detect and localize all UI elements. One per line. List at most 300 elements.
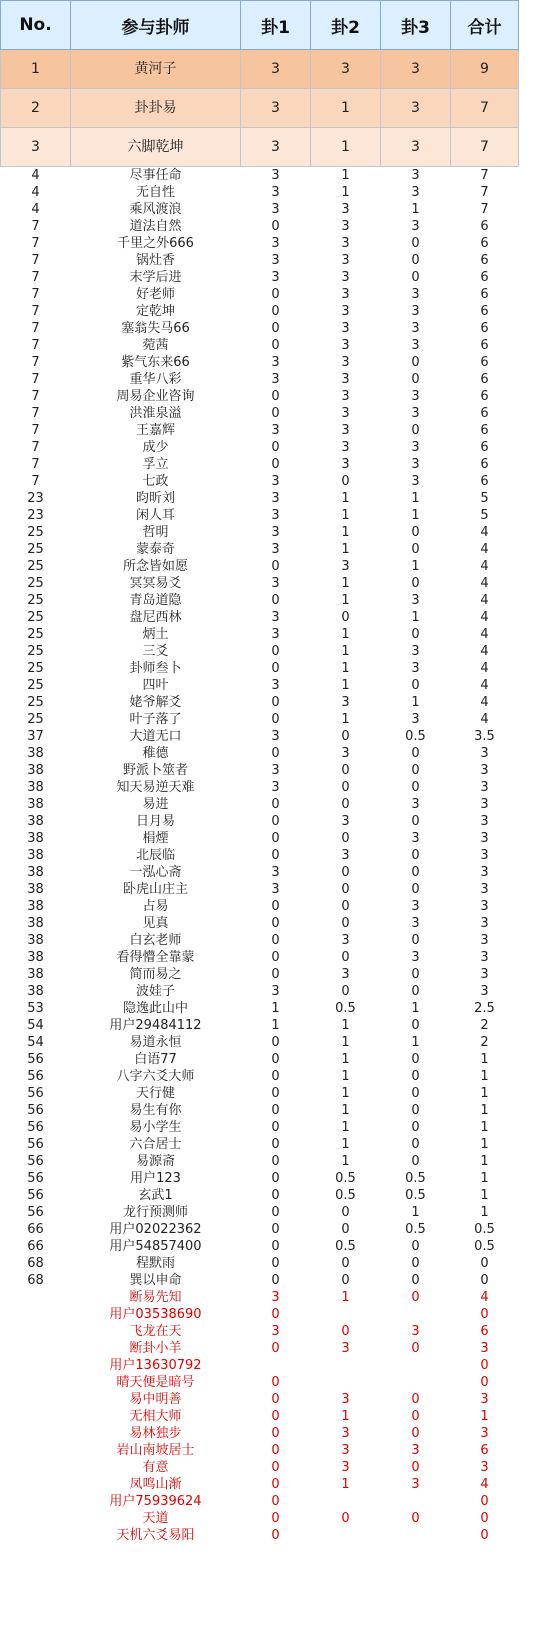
gua2-cell: 1 bbox=[341, 508, 350, 523]
total-cell: 3 bbox=[480, 899, 489, 914]
gua1-cell: 0 bbox=[271, 1103, 280, 1118]
table-row bbox=[1, 422, 519, 439]
gua2-cell: 0 bbox=[341, 763, 350, 778]
gua2-cell: 1 bbox=[341, 1137, 350, 1152]
total-cell: 3 bbox=[480, 814, 489, 829]
gua1-cell: 0 bbox=[271, 559, 280, 574]
name-cell: 盘尼西林 bbox=[129, 610, 182, 625]
rank-cell bbox=[1, 1306, 71, 1323]
name-cell: 简而易之 bbox=[129, 967, 182, 982]
total-cell: 1 bbox=[480, 1154, 489, 1169]
name-cell: 蒙泰奇 bbox=[135, 542, 175, 557]
name-cell: 野派卜筮者 bbox=[122, 763, 188, 778]
gua1-cell: 0 bbox=[271, 967, 280, 982]
gua1-cell: 0 bbox=[271, 1273, 280, 1288]
total-cell: 6 bbox=[480, 253, 489, 268]
rank-cell bbox=[1, 1408, 71, 1425]
total-cell: 6 bbox=[480, 236, 489, 251]
gua1-cell: 3 bbox=[271, 729, 280, 744]
total-cell: 3 bbox=[480, 746, 489, 761]
total-cell: 3 bbox=[480, 882, 489, 897]
gua3-cell: 0 bbox=[411, 355, 420, 370]
gua2-cell: 1 bbox=[341, 168, 350, 183]
name-cell: 闲人耳 bbox=[135, 508, 175, 523]
gua3-cell: 0 bbox=[411, 542, 420, 557]
name-cell: 天机六爻易阳 bbox=[116, 1528, 195, 1543]
name-cell: 稚德 bbox=[142, 746, 169, 761]
gua3-cell: 0 bbox=[411, 372, 420, 387]
gua2-cell: 1 bbox=[341, 1103, 350, 1118]
gua1-cell: 0 bbox=[271, 1239, 280, 1254]
gua3-cell: 0 bbox=[411, 1154, 420, 1169]
name-cell: 卦师叁卜 bbox=[129, 661, 182, 676]
total-cell: 0.5 bbox=[474, 1222, 495, 1237]
name-cell: 易林独步 bbox=[129, 1426, 182, 1441]
rank-cell: 23 bbox=[27, 508, 44, 523]
gua2-cell: 0.5 bbox=[335, 1001, 356, 1016]
rank-cell: 25 bbox=[27, 661, 44, 676]
gua2-cell: 0 bbox=[341, 797, 350, 812]
table-row bbox=[1, 728, 519, 745]
total-cell: 4 bbox=[480, 525, 489, 540]
gua2-cell: 1 bbox=[341, 1035, 350, 1050]
name-cell: 用户03538690 bbox=[109, 1307, 202, 1322]
gua2-cell: 0 bbox=[341, 1273, 350, 1288]
gua3-cell: 1 bbox=[411, 1205, 420, 1220]
table-row bbox=[1, 898, 519, 915]
total-cell: 0 bbox=[480, 1273, 489, 1288]
gua1-cell: 0 bbox=[271, 746, 280, 761]
gua3-cell: 3 bbox=[381, 128, 451, 167]
table-row bbox=[1, 286, 519, 303]
table-row bbox=[1, 1170, 519, 1187]
gua1-cell: 0 bbox=[271, 1069, 280, 1084]
table-row bbox=[1, 1119, 519, 1136]
name-cell: 知天易逆天难 bbox=[116, 780, 195, 795]
total-cell: 3 bbox=[480, 848, 489, 863]
table-row bbox=[1, 524, 519, 541]
gua1-cell: 3 bbox=[271, 882, 280, 897]
gua1-cell: 3 bbox=[271, 236, 280, 251]
gua3-cell: 0 bbox=[411, 1409, 420, 1424]
rank-cell: 4 bbox=[31, 185, 40, 200]
gua1-cell: 3 bbox=[271, 491, 280, 506]
gua2-cell: 3 bbox=[341, 287, 350, 302]
name-cell: 塞翁失马66 bbox=[121, 321, 190, 336]
gua3-cell: 3 bbox=[411, 304, 420, 319]
table-row bbox=[1, 320, 519, 337]
gua3-cell: 0.5 bbox=[405, 729, 426, 744]
name-cell: 易进 bbox=[142, 797, 169, 812]
table-row bbox=[1, 1357, 519, 1374]
table-row bbox=[1, 779, 519, 796]
rank-cell bbox=[1, 1357, 71, 1374]
name-cell: 冥冥易爻 bbox=[129, 576, 182, 591]
name-cell: 卦卦易 bbox=[71, 89, 241, 128]
rank-cell bbox=[1, 1374, 71, 1391]
gua3-cell: 3 bbox=[411, 1477, 420, 1492]
gua2-cell: 3 bbox=[341, 457, 350, 472]
total-cell: 7 bbox=[451, 128, 519, 167]
gua3-cell: 3 bbox=[411, 185, 420, 200]
name-cell: 王嘉辉 bbox=[135, 423, 175, 438]
table-row bbox=[1, 1153, 519, 1170]
name-cell: 用户13630792 bbox=[109, 1358, 202, 1373]
name-cell: 青岛道隐 bbox=[129, 593, 182, 608]
rank-cell: 3 bbox=[1, 128, 71, 167]
rank-cell: 7 bbox=[31, 236, 40, 251]
gua2-cell: 0.5 bbox=[335, 1171, 356, 1186]
total-cell: 3 bbox=[480, 1426, 489, 1441]
rank-cell: 38 bbox=[27, 848, 44, 863]
gua3-cell: 3 bbox=[411, 474, 420, 489]
gua2-cell: 1 bbox=[341, 712, 350, 727]
gua2-cell: 3 bbox=[341, 270, 350, 285]
rank-cell: 56 bbox=[27, 1103, 44, 1118]
total-cell: 3 bbox=[480, 1341, 489, 1356]
table-row bbox=[1, 1102, 519, 1119]
gua1-cell: 0 bbox=[271, 1035, 280, 1050]
gua2-cell: 0 bbox=[341, 865, 350, 880]
name-cell: 用户29484112 bbox=[109, 1018, 202, 1033]
gua2-cell: 3 bbox=[341, 1392, 350, 1407]
gua1-cell: 0 bbox=[271, 695, 280, 710]
total-cell: 5 bbox=[480, 508, 489, 523]
gua1-cell: 0 bbox=[271, 1341, 280, 1356]
total-cell: 6 bbox=[480, 423, 489, 438]
gua2-cell: 3 bbox=[341, 440, 350, 455]
total-cell: 0 bbox=[480, 1375, 489, 1390]
table-row bbox=[1, 1034, 519, 1051]
total-cell: 4 bbox=[480, 610, 489, 625]
rank-cell bbox=[1, 1459, 71, 1476]
total-cell: 1 bbox=[480, 1086, 489, 1101]
gua3-cell: 3 bbox=[411, 899, 420, 914]
table-row bbox=[1, 354, 519, 371]
gua1-cell: 3 bbox=[241, 128, 311, 167]
gua2-cell: 0 bbox=[341, 780, 350, 795]
rank-cell: 25 bbox=[27, 695, 44, 710]
table-row bbox=[1, 128, 519, 167]
gua2-cell: 3 bbox=[341, 933, 350, 948]
gua3-cell: 0 bbox=[411, 1239, 420, 1254]
rank-cell: 23 bbox=[27, 491, 44, 506]
name-cell: 易源斋 bbox=[135, 1154, 175, 1169]
gua1-cell: 0 bbox=[271, 1154, 280, 1169]
name-cell: 定乾坤 bbox=[135, 304, 175, 319]
gua1-cell: 0 bbox=[271, 321, 280, 336]
gua1-cell: 0 bbox=[271, 1205, 280, 1220]
gua3-cell: 0 bbox=[411, 236, 420, 251]
gua2-cell: 0 bbox=[341, 1205, 350, 1220]
gua2-cell: 3 bbox=[341, 355, 350, 370]
rank-cell: 7 bbox=[31, 287, 40, 302]
gua2-cell: 1 bbox=[341, 644, 350, 659]
rank-cell: 56 bbox=[27, 1120, 44, 1135]
gua2-cell: 1 bbox=[341, 1154, 350, 1169]
gua3-cell bbox=[381, 1527, 451, 1544]
gua1-cell: 0 bbox=[271, 1511, 280, 1526]
gua1-cell: 0 bbox=[271, 406, 280, 421]
gua2-cell bbox=[311, 1493, 381, 1510]
table-row bbox=[1, 592, 519, 609]
name-cell: 日月易 bbox=[135, 814, 175, 829]
rank-cell: 56 bbox=[27, 1086, 44, 1101]
total-cell: 4 bbox=[480, 627, 489, 642]
rank-cell: 25 bbox=[27, 576, 44, 591]
gua1-cell: 0 bbox=[271, 644, 280, 659]
gua2-cell: 3 bbox=[341, 219, 350, 234]
name-cell: 卧虎山庄主 bbox=[122, 882, 188, 897]
gua1-cell: 3 bbox=[271, 865, 280, 880]
header-gua3: 卦3 bbox=[381, 1, 451, 50]
gua2-cell: 0.5 bbox=[335, 1188, 356, 1203]
name-cell: 看得懵全靠蒙 bbox=[116, 950, 195, 965]
table-row bbox=[1, 796, 519, 813]
name-cell: 用户02022362 bbox=[109, 1222, 202, 1237]
rank-cell: 25 bbox=[27, 678, 44, 693]
total-cell: 9 bbox=[451, 50, 519, 89]
rank-cell: 25 bbox=[27, 644, 44, 659]
gua3-cell: 0 bbox=[411, 882, 420, 897]
gua3-cell: 3 bbox=[411, 287, 420, 302]
total-cell: 4 bbox=[480, 542, 489, 557]
gua1-cell: 3 bbox=[271, 508, 280, 523]
name-cell: 见真 bbox=[142, 916, 169, 931]
name-cell: 断卦小羊 bbox=[129, 1341, 182, 1356]
gua3-cell: 3 bbox=[411, 389, 420, 404]
gua2-cell: 3 bbox=[341, 1443, 350, 1458]
gua3-cell: 1 bbox=[411, 1035, 420, 1050]
gua1-cell: 3 bbox=[271, 474, 280, 489]
gua3-cell: 3 bbox=[411, 406, 420, 421]
rank-cell: 25 bbox=[27, 542, 44, 557]
table-row bbox=[1, 1272, 519, 1289]
gua1-cell: 0 bbox=[271, 1086, 280, 1101]
total-cell: 3 bbox=[480, 780, 489, 795]
gua2-cell: 1 bbox=[341, 1477, 350, 1492]
gua3-cell: 3 bbox=[411, 1324, 420, 1339]
total-cell: 6 bbox=[480, 219, 489, 234]
rank-cell: 68 bbox=[27, 1256, 44, 1271]
rank-cell: 37 bbox=[27, 729, 44, 744]
name-cell: 晴天便是暗号 bbox=[116, 1375, 195, 1390]
name-cell: 紫气东来66 bbox=[121, 355, 190, 370]
name-cell: 周易企业咨询 bbox=[116, 389, 195, 404]
gua2-cell: 1 bbox=[341, 576, 350, 591]
total-cell: 1 bbox=[480, 1069, 489, 1084]
rank-cell: 56 bbox=[27, 1052, 44, 1067]
gua3-cell: 0 bbox=[411, 1341, 420, 1356]
rank-cell: 38 bbox=[27, 797, 44, 812]
table-row bbox=[1, 201, 519, 218]
gua3-cell: 3 bbox=[411, 831, 420, 846]
gua1-cell: 0 bbox=[271, 1477, 280, 1492]
gua2-cell: 3 bbox=[341, 372, 350, 387]
table-row bbox=[1, 949, 519, 966]
gua1-cell: 0 bbox=[271, 950, 280, 965]
gua3-cell: 0 bbox=[411, 1103, 420, 1118]
gua1-cell: 0 bbox=[271, 1426, 280, 1441]
rank-cell: 56 bbox=[27, 1205, 44, 1220]
table-row bbox=[1, 847, 519, 864]
table-row bbox=[1, 1374, 519, 1391]
name-cell: 四叶 bbox=[142, 678, 169, 693]
name-cell: 所念皆如愿 bbox=[122, 559, 188, 574]
gua2-cell: 1 bbox=[341, 185, 350, 200]
gua1-cell: 0 bbox=[271, 304, 280, 319]
gua2-cell: 3 bbox=[341, 695, 350, 710]
gua2-cell: 1 bbox=[341, 1086, 350, 1101]
gua3-cell: 1 bbox=[411, 1001, 420, 1016]
gua2-cell: 0.5 bbox=[335, 1239, 356, 1254]
rank-cell: 7 bbox=[31, 440, 40, 455]
gua3-cell: 0 bbox=[411, 423, 420, 438]
gua2-cell: 1 bbox=[341, 1018, 350, 1033]
name-cell: 孚立 bbox=[142, 457, 169, 472]
gua1-cell: 3 bbox=[271, 678, 280, 693]
rank-cell bbox=[1, 1442, 71, 1459]
gua2-cell: 1 bbox=[341, 525, 350, 540]
total-cell: 3 bbox=[480, 831, 489, 846]
gua2-cell: 3 bbox=[341, 423, 350, 438]
table-row bbox=[1, 473, 519, 490]
table-row bbox=[1, 50, 519, 89]
gua1-cell: 3 bbox=[271, 1290, 280, 1305]
total-cell: 7 bbox=[480, 202, 489, 217]
name-cell: 尽事任命 bbox=[129, 168, 182, 183]
total-cell: 0 bbox=[480, 1358, 489, 1373]
gua3-cell: 3 bbox=[411, 950, 420, 965]
total-cell: 6 bbox=[480, 474, 489, 489]
table-row bbox=[1, 966, 519, 983]
table-row bbox=[1, 1510, 519, 1527]
gua1-cell: 0 bbox=[271, 831, 280, 846]
table-row bbox=[1, 371, 519, 388]
gua2-cell bbox=[311, 1374, 381, 1391]
gua2-cell: 3 bbox=[341, 1426, 350, 1441]
rank-cell: 7 bbox=[31, 457, 40, 472]
name-cell: 波娃子 bbox=[135, 984, 175, 999]
table-row bbox=[1, 1068, 519, 1085]
table-row bbox=[1, 558, 519, 575]
name-cell: 岩山南坡居士 bbox=[116, 1443, 195, 1458]
rank-cell: 25 bbox=[27, 525, 44, 540]
gua1-cell: 0 bbox=[271, 1494, 280, 1509]
table-row bbox=[1, 694, 519, 711]
rank-cell: 38 bbox=[27, 780, 44, 795]
gua3-cell: 3 bbox=[381, 89, 451, 128]
rank-cell bbox=[1, 1391, 71, 1408]
table-row bbox=[1, 609, 519, 626]
gua3-cell: 0 bbox=[411, 848, 420, 863]
gua3-cell: 0 bbox=[411, 1069, 420, 1084]
total-cell: 4 bbox=[480, 712, 489, 727]
gua1-cell: 3 bbox=[271, 542, 280, 557]
table-row bbox=[1, 303, 519, 320]
gua2-cell: 1 bbox=[341, 1120, 350, 1135]
rank-cell: 25 bbox=[27, 627, 44, 642]
rank-cell: 7 bbox=[31, 338, 40, 353]
gua2-cell: 0 bbox=[341, 831, 350, 846]
name-cell: 白玄老师 bbox=[129, 933, 182, 948]
gua3-cell: 0 bbox=[411, 1392, 420, 1407]
total-cell: 1 bbox=[480, 1120, 489, 1135]
gua3-cell: 3 bbox=[411, 168, 420, 183]
gua1-cell: 0 bbox=[271, 1409, 280, 1424]
total-cell: 1 bbox=[480, 1052, 489, 1067]
gua3-cell: 1 bbox=[411, 508, 420, 523]
total-cell: 0 bbox=[480, 1511, 489, 1526]
rank-cell: 38 bbox=[27, 882, 44, 897]
gua3-cell: 3 bbox=[381, 50, 451, 89]
name-cell: 易中明善 bbox=[129, 1392, 182, 1407]
rank-cell: 66 bbox=[27, 1239, 44, 1254]
table-row bbox=[1, 405, 519, 422]
table-row bbox=[1, 1017, 519, 1034]
name-cell: 七政 bbox=[142, 474, 169, 489]
total-cell: 0 bbox=[480, 1494, 489, 1509]
gua2-cell: 3 bbox=[341, 253, 350, 268]
gua1-cell: 3 bbox=[271, 270, 280, 285]
gua1-cell: 0 bbox=[271, 1307, 280, 1322]
table-row bbox=[1, 1459, 519, 1476]
gua1-cell: 0 bbox=[271, 661, 280, 676]
rank-cell bbox=[1, 1527, 71, 1544]
gua2-cell: 1 bbox=[341, 593, 350, 608]
total-cell: 6 bbox=[480, 270, 489, 285]
rank-cell: 1 bbox=[1, 50, 71, 89]
table-row bbox=[1, 1204, 519, 1221]
table-row bbox=[1, 1051, 519, 1068]
name-cell: 白语77 bbox=[134, 1052, 177, 1067]
gua1-cell: 3 bbox=[271, 185, 280, 200]
name-cell: 重华八彩 bbox=[129, 372, 182, 387]
gua2-cell: 1 bbox=[341, 678, 350, 693]
table-row bbox=[1, 218, 519, 235]
rank-cell: 56 bbox=[27, 1154, 44, 1169]
rank-cell: 38 bbox=[27, 967, 44, 982]
table-row bbox=[1, 643, 519, 660]
gua1-cell: 1 bbox=[271, 1018, 280, 1033]
rank-cell: 38 bbox=[27, 831, 44, 846]
total-cell: 7 bbox=[480, 185, 489, 200]
total-cell: 6 bbox=[480, 338, 489, 353]
gua1-cell: 0 bbox=[271, 1222, 280, 1237]
table-row bbox=[1, 983, 519, 1000]
gua2-cell: 1 bbox=[341, 1052, 350, 1067]
rank-cell: 25 bbox=[27, 610, 44, 625]
name-cell: 末学后进 bbox=[129, 270, 182, 285]
gua2-cell: 3 bbox=[311, 50, 381, 89]
gua3-cell: 1 bbox=[411, 202, 420, 217]
gua1-cell: 0 bbox=[271, 1256, 280, 1271]
total-cell: 4 bbox=[480, 1477, 489, 1492]
gua2-cell: 3 bbox=[341, 746, 350, 761]
total-cell: 3 bbox=[480, 950, 489, 965]
gua3-cell: 3 bbox=[411, 797, 420, 812]
gua3-cell: 3 bbox=[411, 593, 420, 608]
name-cell: 玄武1 bbox=[138, 1188, 173, 1203]
total-cell: 3 bbox=[480, 1460, 489, 1475]
gua3-cell: 0 bbox=[411, 1460, 420, 1475]
gua1-cell: 0 bbox=[271, 797, 280, 812]
gua3-cell: 3 bbox=[411, 321, 420, 336]
name-cell: 炳土 bbox=[142, 627, 169, 642]
rank-cell: 56 bbox=[27, 1188, 44, 1203]
total-cell: 1 bbox=[480, 1409, 489, 1424]
total-cell: 6 bbox=[480, 304, 489, 319]
